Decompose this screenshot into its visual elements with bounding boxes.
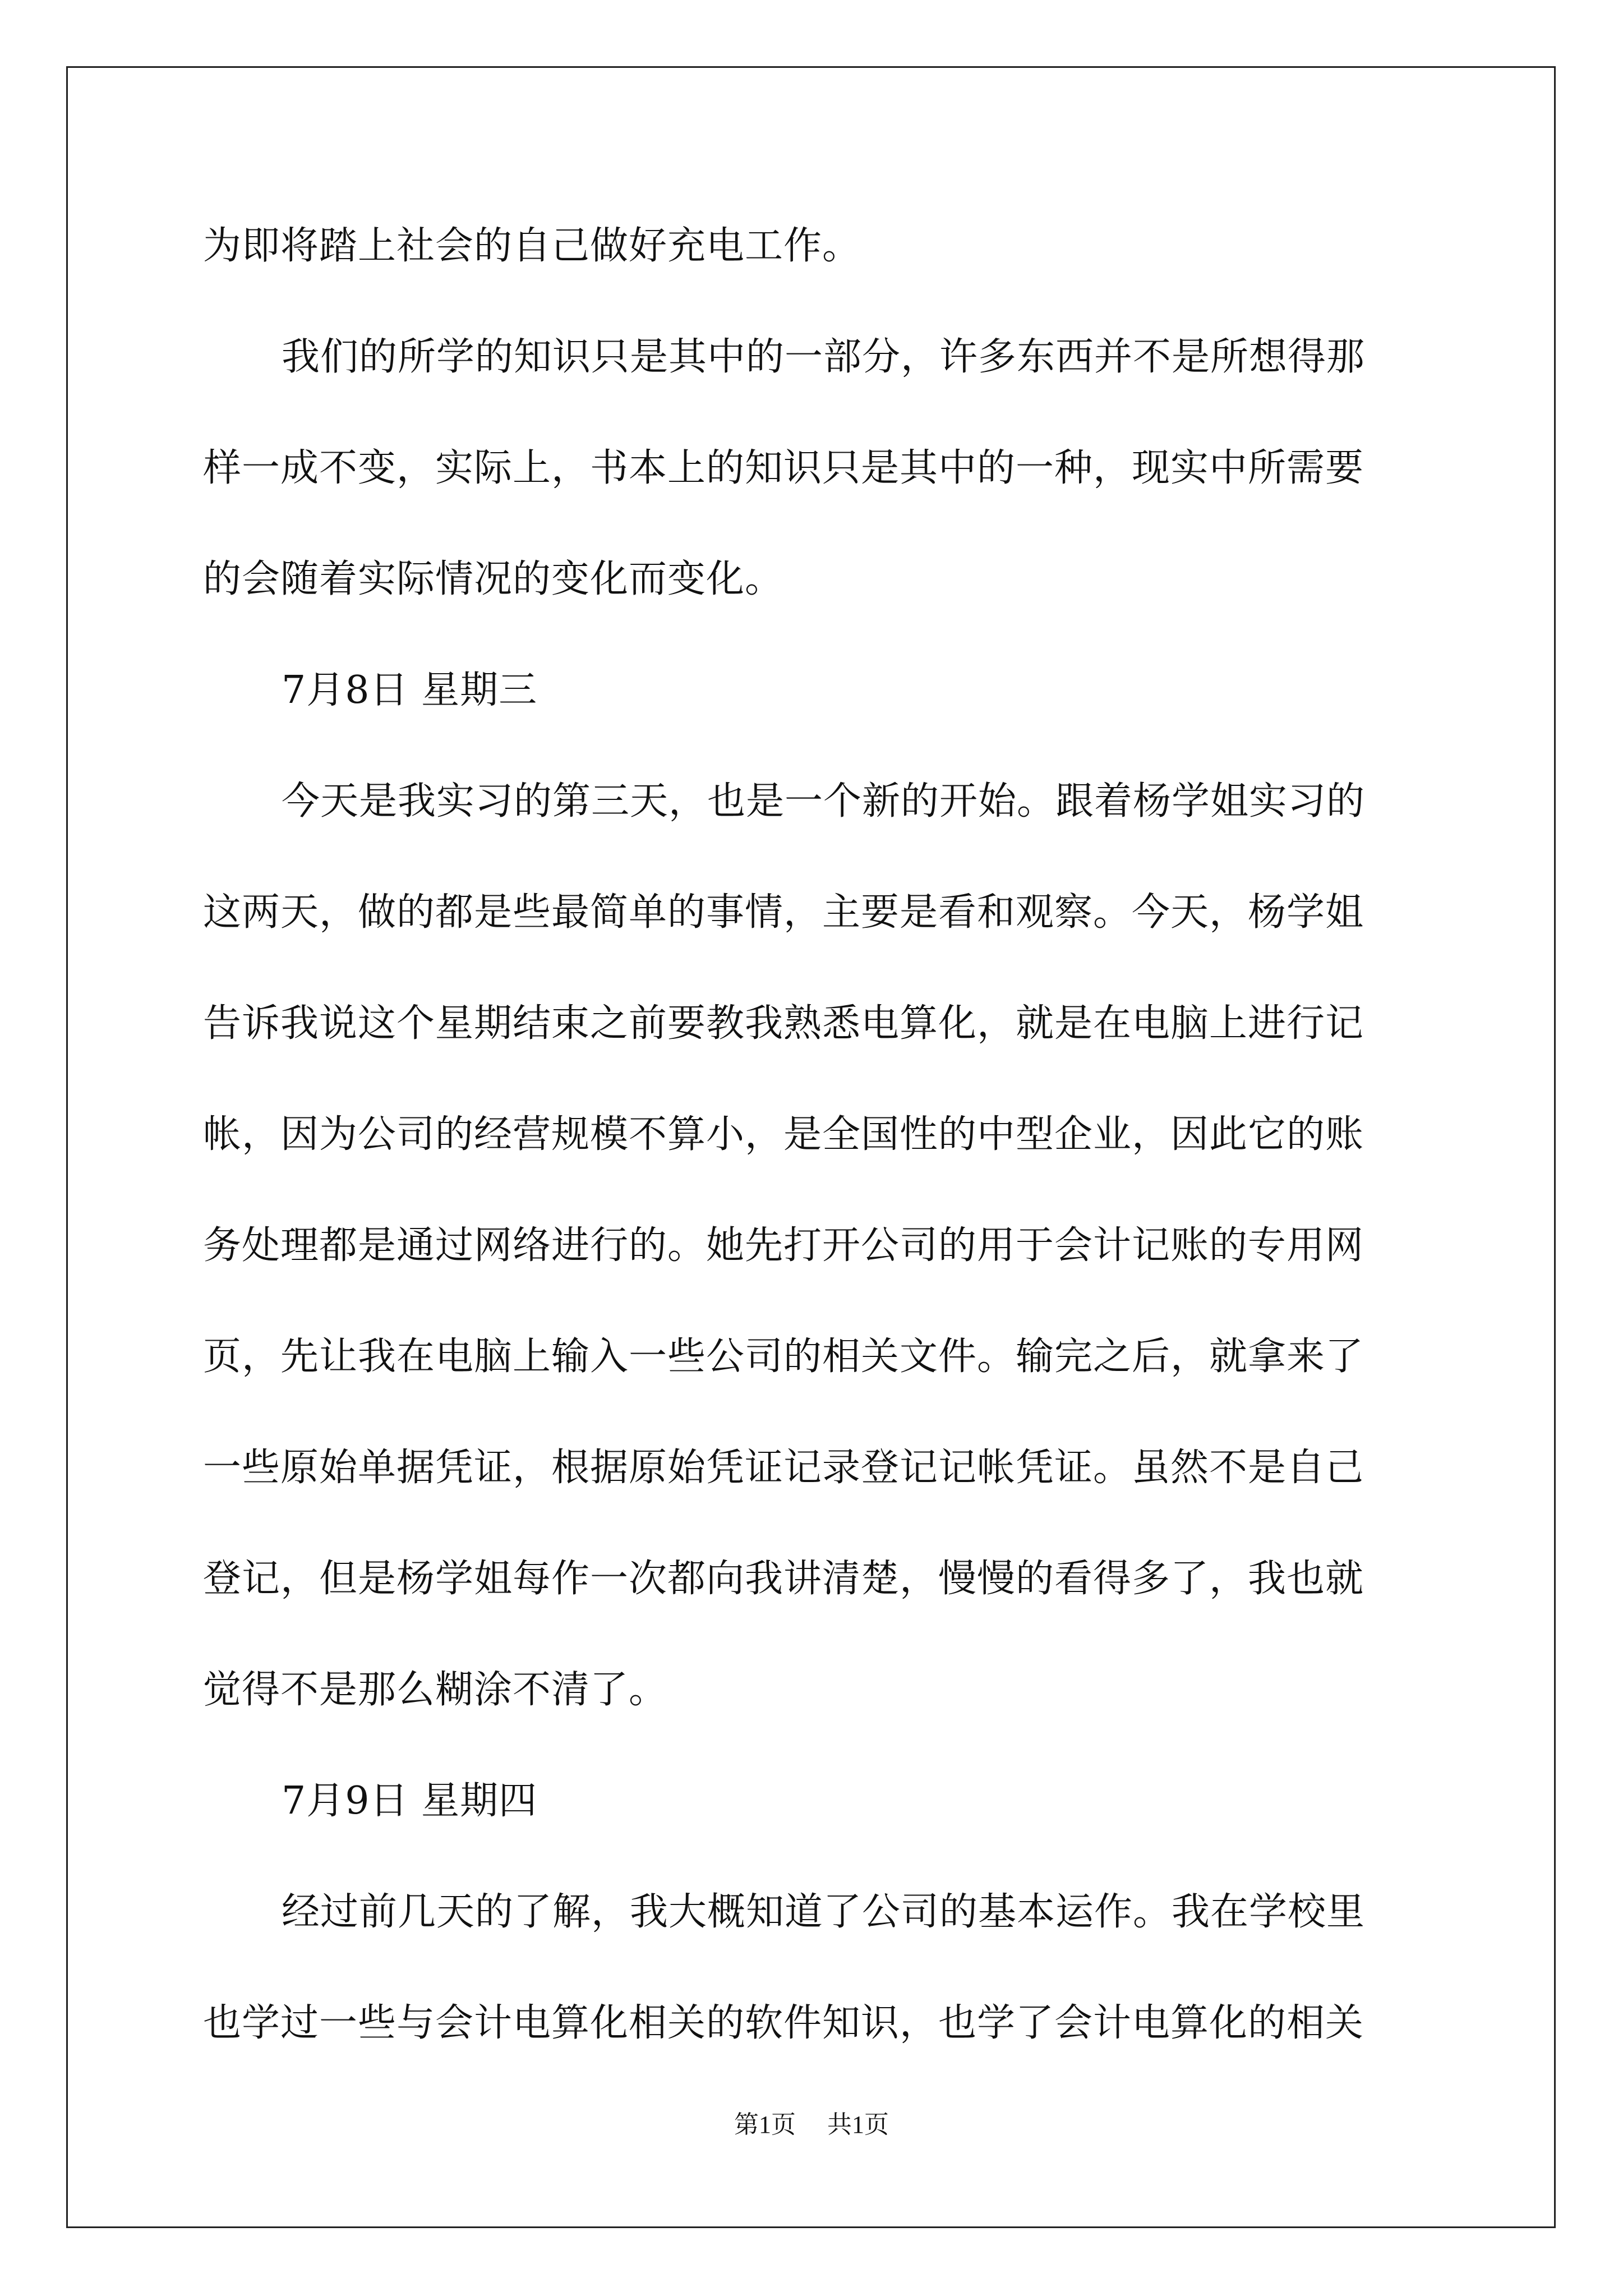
page-number: 第1页 — [734, 2111, 796, 2138]
document-body — [203, 191, 1423, 2079]
date-heading-jul-8: 7月8日 星期三 — [282, 668, 538, 712]
text-line-12: 一些原始单据凭证，根据原始凭证记录登记记帐凭证。虽然不是自己 — [203, 1446, 1364, 1490]
page-total: 共1页 — [827, 2111, 889, 2138]
text-line-7: 这两天，做的都是些最简单的事情，主要是看和观察。今天，杨学姐 — [203, 890, 1364, 935]
page-footer — [0, 2108, 1623, 2142]
text-line-17: 也学过一些与会计电算化相关的软件知识，也学了会计电算化的相关 — [203, 2001, 1364, 2045]
date-heading-jul-9: 7月9日 星期四 — [282, 1779, 538, 1823]
text-line-9: 帐，因为公司的经营规模不算小，是全国性的中型企业，因此它的账 — [203, 1112, 1364, 1157]
text-line-2: 我们的所学的知识只是其中的一部分，许多东西并不是所想得那 — [282, 335, 1366, 379]
text-line-10: 务处理都是通过网络进行的。她先打开公司的用于会计记账的专用网 — [203, 1223, 1364, 1268]
text-line-16: 经过前几天的了解，我大概知道了公司的基本运作。我在学校里 — [282, 1890, 1366, 1934]
text-line-1: 为即将踏上社会的自己做好充电工作。 — [203, 224, 861, 268]
text-line-3: 样一成不变，实际上，书本上的知识只是其中的一种，现实中所需要 — [203, 446, 1364, 490]
text-line-8: 告诉我说这个星期结束之前要教我熟悉电算化，就是在电脑上进行记 — [203, 1001, 1364, 1046]
text-line-14: 觉得不是那么糊涂不清了。 — [203, 1668, 668, 1712]
text-line-4: 的会随着实际情况的变化而变化。 — [203, 557, 784, 601]
text-line-6: 今天是我实习的第三天，也是一个新的开始。跟着杨学姐实习的 — [282, 779, 1366, 823]
text-line-13: 登记，但是杨学姐每作一次都向我讲清楚，慢慢的看得多了，我也就 — [203, 1557, 1364, 1601]
text-line-11: 页，先让我在电脑上输入一些公司的相关文件。输完之后，就拿来了 — [203, 1335, 1364, 1379]
